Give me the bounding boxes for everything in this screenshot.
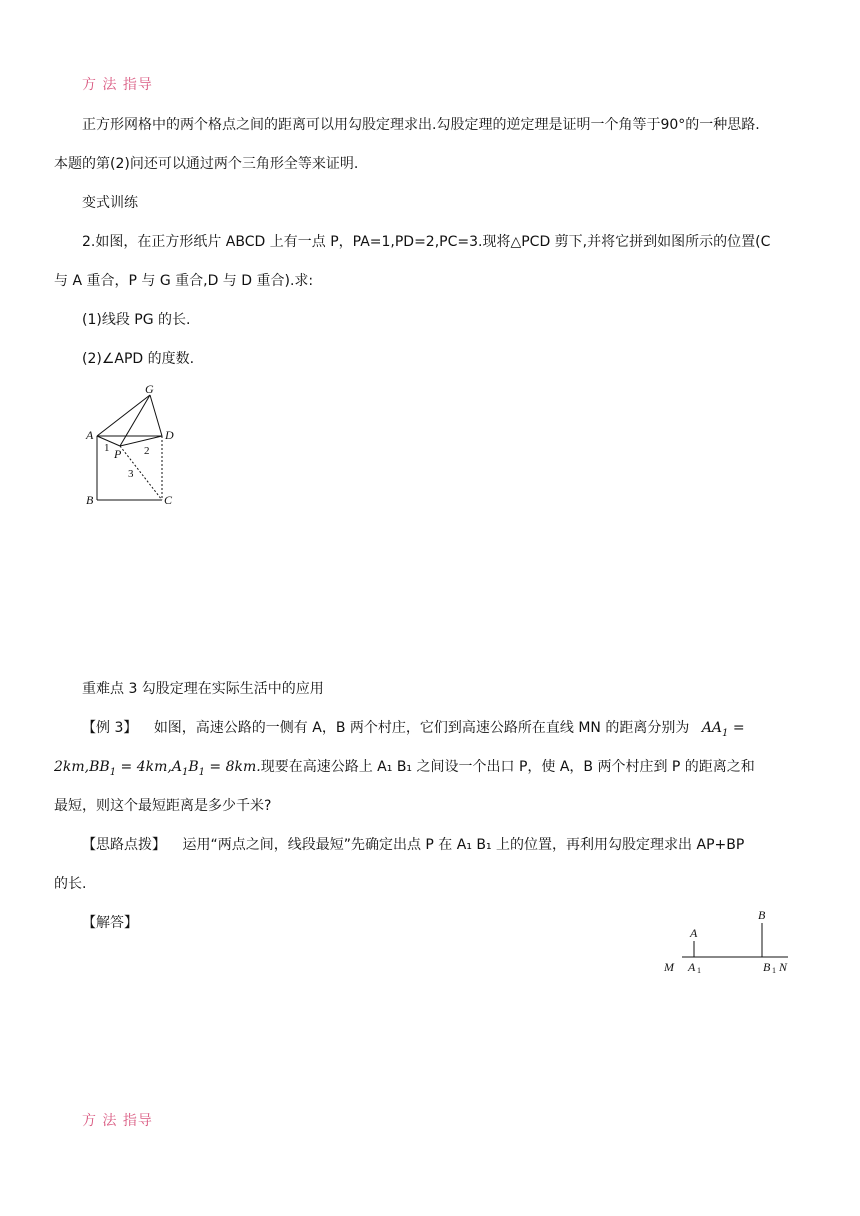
example-line-3: 最短，则这个最短距离是多少千米? — [54, 798, 272, 814]
label-M: M — [664, 960, 674, 974]
label-village-B: B — [758, 908, 766, 922]
label-B1-sub: 1 — [772, 966, 776, 975]
label-G: G — [145, 382, 154, 396]
angle-label-2: 2 — [144, 445, 150, 457]
hint-tag: 【思路点拨】 — [82, 837, 166, 853]
method-text-line-2: 本题的第(2)问还可以通过两个三角形全等来证明. — [54, 156, 359, 172]
example-line-2 — [54, 757, 755, 783]
label-P: P — [114, 447, 122, 461]
label-D: D — [165, 428, 174, 442]
label-N: N — [779, 960, 788, 974]
practice-heading: 变式训练 — [82, 195, 138, 211]
label-village-A: A — [690, 926, 698, 940]
label-C: C — [164, 493, 173, 507]
square-figure — [80, 380, 190, 515]
angle-label-1: 1 — [104, 442, 110, 454]
method-text-line-1: 正方形网格中的两个格点之间的距离可以用勾股定理求出.勾股定理的逆定理是证明一个角等于90°的一种思路. — [82, 117, 760, 133]
example-formula-aa1: $AA_1$ = — [701, 720, 745, 739]
label-B1: B — [763, 960, 771, 974]
length-label-3: 3 — [128, 468, 134, 480]
key-point-heading: 重难点 3 勾股定理在实际生活中的应用 — [82, 681, 324, 697]
question-1: (1)线段 PG 的长. — [82, 312, 191, 328]
question-2: (2)∠APD 的度数. — [82, 351, 195, 367]
answer-tag: 【解答】 — [82, 915, 138, 931]
hint-line-2: 的长. — [54, 876, 87, 892]
label-A1: A — [688, 960, 696, 974]
example-formula-distances: $2km,BB_1 = 4km,A_1B_1 = 8km$. — [54, 759, 261, 778]
hint-text-1: 运用“两点之间，线段最短”先确定出点 P 在 A₁ B₁ 上的位置，再利用勾股定理求出 AP+BP — [182, 837, 745, 853]
example-text-2: 现要在高速公路上 A₁ B₁ 之间设一个出口 P，使 A，B 两个村庄到 P 的距离之和 — [260, 759, 755, 775]
problem-line-2: 与 A 重合，P 与 G 重合,D 与 D 重合).求: — [54, 273, 314, 289]
problem-line-1: 2.如图，在正方形纸片 ABCD 上有一点 P，PA=1,PD=2,PC=3.现将△PCD 剪下,并将它拼到如图所示的位置(C — [82, 234, 771, 250]
hint-line-1 — [82, 835, 744, 855]
example-text-1: 如图，高速公路的一侧有 A，B 两个村庄，它们到高速公路所在直线 MN 的距离分别为 — [153, 720, 690, 736]
label-A1-sub: 1 — [697, 966, 701, 975]
example-line-1 — [82, 718, 745, 744]
method-guide-heading-2: 方 法 指导 — [82, 1113, 153, 1129]
method-guide-heading: 方 法 指导 — [82, 77, 153, 93]
example-tag: 【例 3】 — [82, 720, 138, 736]
label-A: A — [86, 428, 94, 442]
highway-figure — [660, 905, 800, 980]
label-B: B — [86, 493, 94, 507]
